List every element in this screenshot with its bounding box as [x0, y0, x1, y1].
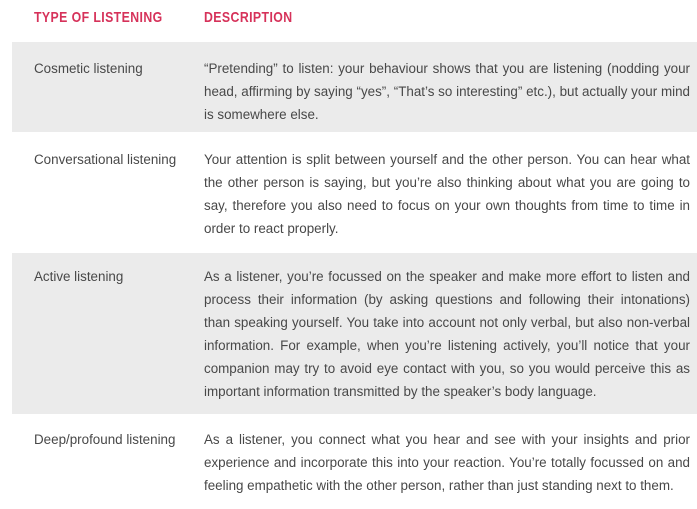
- description-cell: As a listener, you’re focussed on the speaker and make more effort to listen and process their information (by asking questions and following their intonations) than speaking yourself. You take into account not only verbal, but also non-verbal information. For example, when you’re listening actively, you’ll notice that your companion may try to avoid eye contact with you, so you would perceive this as important information transmitted by the speaker’s body language.: [204, 269, 690, 399]
- description-cell: “Pretending” to listen: your behaviour shows that you are listening (nodding your head, affirming by saying “yes”, “That’s so interesting” etc.), but actually your mind is somewhere else.: [204, 61, 690, 122]
- table-row-cosmetic: [12, 42, 697, 132]
- table-row-conversational: [0, 132, 697, 253]
- column-header-type: TYPE OF LISTENING: [34, 9, 163, 26]
- listening-type-cell: Conversational listening: [34, 152, 177, 167]
- table-row-deep: [0, 414, 697, 509]
- table-row-active: [12, 253, 697, 414]
- description-cell: Your attention is split between yourself and the other person. You can hear what the other person is saying, but you’re also thinking about what you are going to say, therefore you also need to focus on your own thoughts from time to time in order to react properly.: [204, 152, 690, 236]
- table-header: [0, 0, 697, 42]
- column-header-description: DESCRIPTION: [204, 9, 293, 26]
- listening-type-cell: Deep/profound listening: [34, 432, 176, 447]
- listening-type-cell: Cosmetic listening: [34, 61, 143, 76]
- listening-type-cell: Active listening: [34, 269, 124, 284]
- description-cell: As a listener, you connect what you hear and see with your insights and prior experience and incorporate this into your reaction. You’re totally focussed on and feeling empathetic with the other person, rather than just standing next to them.: [204, 432, 690, 493]
